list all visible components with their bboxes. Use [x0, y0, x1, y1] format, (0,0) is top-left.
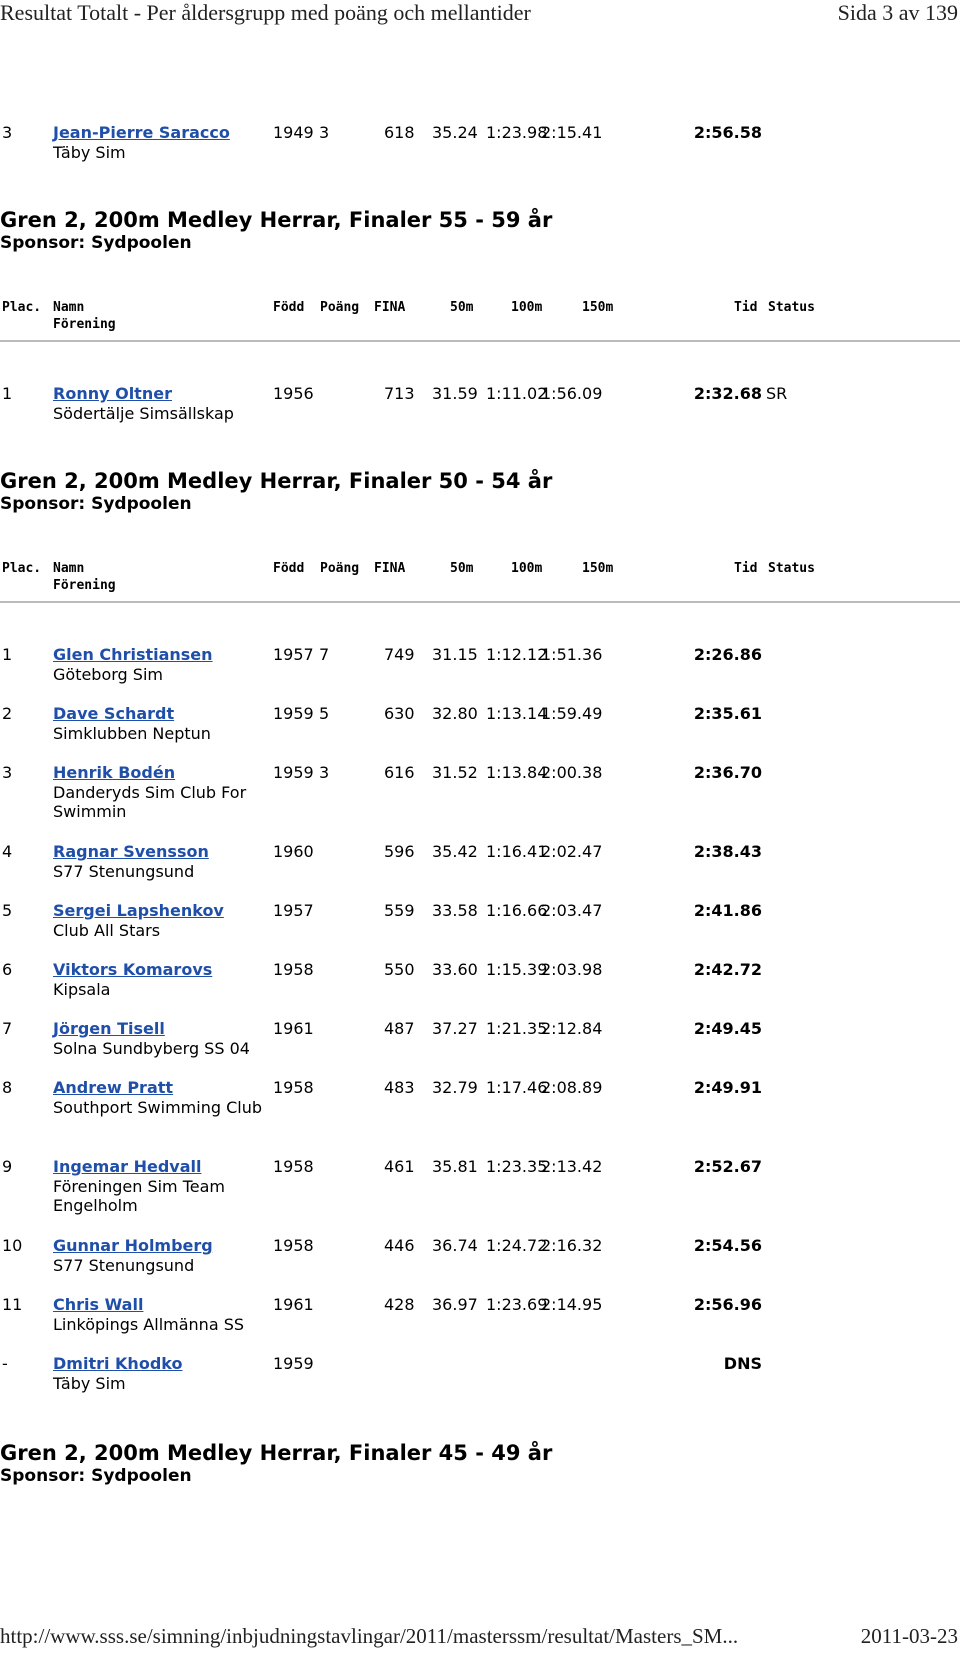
placement: 7	[2, 1019, 13, 1038]
club-name: Täby Sim	[53, 142, 126, 162]
swimmer-link[interactable]: Henrik Bodén	[53, 763, 176, 782]
fina-points: 461	[384, 1157, 415, 1176]
split-50m: 33.58	[432, 901, 478, 920]
page-header	[0, 0, 960, 28]
split-100m: 1:12.12	[486, 645, 548, 664]
club-name: Southport Swimming Club	[53, 1097, 262, 1117]
split-150m: 2:02.47	[541, 842, 603, 861]
swimmer-name	[53, 384, 172, 404]
split-150m: 2:15.41	[541, 123, 603, 142]
birth-year: 1961	[273, 1295, 314, 1314]
swimmer-link[interactable]: Ragnar Svensson	[53, 842, 209, 861]
split-100m: 1:13.14	[486, 704, 548, 723]
split-150m: 1:59.49	[541, 704, 603, 723]
birth-year: 1958	[273, 960, 314, 979]
column-header	[0, 561, 960, 601]
placement: 10	[2, 1236, 23, 1255]
birth-year: 1958	[273, 1157, 314, 1176]
swimmer-name	[53, 1019, 165, 1039]
col-status: Status	[768, 561, 815, 576]
split-50m: 31.52	[432, 763, 478, 782]
club-name: Simklubben Neptun	[53, 723, 211, 743]
split-50m: 36.74	[432, 1236, 478, 1255]
split-150m: 2:13.42	[541, 1157, 603, 1176]
swimmer-link[interactable]: Ronny Oltner	[53, 384, 172, 403]
swimmer-name	[53, 901, 224, 921]
fina-points: 618	[384, 123, 415, 142]
fina-points: 749	[384, 645, 415, 664]
birth-year: 1957	[273, 645, 314, 664]
event-title: Gren 2, 200m Medley Herrar, Finaler 50 - 54 år	[0, 469, 553, 493]
swimmer-link[interactable]: Gunnar Holmberg	[53, 1236, 213, 1255]
placement: 5	[2, 901, 13, 920]
split-50m: 37.27	[432, 1019, 478, 1038]
split-150m: 2:14.95	[541, 1295, 603, 1314]
col-namn: Namn	[53, 561, 85, 576]
split-100m: 1:21.35	[486, 1019, 548, 1038]
col-100m: 100m	[511, 561, 543, 576]
final-time: 2:52.67	[693, 1157, 762, 1176]
club-name: Linköpings Allmänna SS	[53, 1314, 245, 1334]
col-plac: Plac.	[2, 300, 42, 315]
col-150m: 150m	[582, 300, 614, 315]
column-header	[0, 300, 960, 340]
birth-year: 1956	[273, 384, 314, 403]
split-100m: 1:23.98	[486, 123, 548, 142]
split-100m: 1:15.39	[486, 960, 548, 979]
split-150m: 1:56.09	[541, 384, 603, 403]
col-tid: Tid	[734, 300, 758, 315]
col-forening: Förening	[53, 578, 116, 593]
split-50m: 35.42	[432, 842, 478, 861]
final-time: 2:54.56	[693, 1236, 762, 1255]
split-100m: 1:23.69	[486, 1295, 548, 1314]
fina-points: 550	[384, 960, 415, 979]
col-fina: FINA	[374, 561, 406, 576]
swimmer-name	[53, 1157, 201, 1177]
swimmer-name	[53, 1236, 213, 1256]
event-title: Gren 2, 200m Medley Herrar, Finaler 45 - 49 år	[0, 1441, 553, 1465]
fina-points: 559	[384, 901, 415, 920]
placement: 3	[2, 763, 13, 782]
split-100m: 1:13.84	[486, 763, 548, 782]
split-50m: 35.81	[432, 1157, 478, 1176]
col-forening: Förening	[53, 317, 116, 332]
birth-year: 1959	[273, 763, 314, 782]
placement: 9	[2, 1157, 13, 1176]
split-50m: 32.79	[432, 1078, 478, 1097]
club-name: Solna Sundbyberg SS 04	[53, 1038, 250, 1058]
fina-points: 596	[384, 842, 415, 861]
birth-year: 1959	[273, 704, 314, 723]
col-poang: Poäng	[320, 561, 360, 576]
event-sponsor: Sponsor: Sydpoolen	[0, 1466, 192, 1486]
col-fodd: Född	[273, 561, 305, 576]
fina-points: 630	[384, 704, 415, 723]
split-150m: 2:12.84	[541, 1019, 603, 1038]
split-50m: 33.60	[432, 960, 478, 979]
event-section-heading	[0, 1441, 960, 1487]
club-name: Club All Stars	[53, 920, 161, 940]
split-50m: 31.59	[432, 384, 478, 403]
swimmer-name	[53, 1354, 182, 1374]
swimmer-name	[53, 842, 209, 862]
split-150m: 2:03.47	[541, 901, 603, 920]
placement: 1	[2, 384, 13, 403]
birth-year: 1959	[273, 1354, 314, 1373]
fina-points: 487	[384, 1019, 415, 1038]
fina-points: 616	[384, 763, 415, 782]
points: 7	[319, 645, 330, 664]
birth-year: 1958	[273, 1236, 314, 1255]
header-divider	[0, 340, 960, 342]
fina-points: 483	[384, 1078, 415, 1097]
swimmer-link[interactable]: Andrew Pratt	[53, 1078, 174, 1097]
event-section-heading	[0, 469, 960, 515]
header-divider	[0, 601, 960, 603]
swimmer-link[interactable]: Ingemar Hedvall	[53, 1157, 202, 1176]
split-150m: 2:00.38	[541, 763, 603, 782]
col-poang: Poäng	[320, 300, 360, 315]
split-150m: 2:03.98	[541, 960, 603, 979]
split-100m: 1:24.72	[486, 1236, 548, 1255]
club-name: Täby Sim	[53, 1373, 126, 1393]
col-namn: Namn	[53, 300, 85, 315]
points: 3	[319, 123, 330, 142]
final-time: 2:49.45	[693, 1019, 762, 1038]
document-title: Resultat Totalt - Per åldersgrupp med poäng och mellantider	[0, 0, 531, 25]
col-fodd: Född	[273, 300, 305, 315]
result-status: SR	[766, 384, 788, 403]
points: 5	[319, 704, 330, 723]
swimmer-name	[53, 645, 213, 665]
points: 3	[319, 763, 330, 782]
split-150m: 2:16.32	[541, 1236, 603, 1255]
event-title: Gren 2, 200m Medley Herrar, Finaler 55 - 59 år	[0, 208, 553, 232]
swimmer-link[interactable]: Dmitri Khodko	[53, 1354, 183, 1373]
final-time: 2:36.70	[693, 763, 762, 782]
placement: 8	[2, 1078, 13, 1097]
swimmer-name	[53, 123, 230, 143]
split-150m: 1:51.36	[541, 645, 603, 664]
col-plac: Plac.	[2, 561, 42, 576]
birth-year: 1957	[273, 901, 314, 920]
swimmer-link[interactable]: Viktors Komarovs	[53, 960, 213, 979]
split-150m: 2:08.89	[541, 1078, 603, 1097]
birth-year: 1961	[273, 1019, 314, 1038]
final-time: 2:32.68	[693, 384, 762, 403]
swimmer-link[interactable]: Jörgen Tisell	[53, 1019, 165, 1038]
col-50m: 50m	[450, 561, 474, 576]
col-150m: 150m	[582, 561, 614, 576]
club-name: Kipsala	[53, 979, 111, 999]
final-time: 2:56.96	[693, 1295, 762, 1314]
source-url: http://www.sss.se/simning/inbjudningstavlingar/2011/masterssm/resultat/Masters_SM...	[0, 1624, 739, 1648]
placement: 1	[2, 645, 13, 664]
final-time: DNS	[723, 1354, 762, 1373]
col-50m: 50m	[450, 300, 474, 315]
event-section-heading	[0, 208, 960, 254]
placement: 6	[2, 960, 13, 979]
placement: 2	[2, 704, 13, 723]
club-name: Södertälje Simsällskap	[53, 403, 234, 423]
club-name: Göteborg Sim	[53, 664, 163, 684]
col-100m: 100m	[511, 300, 543, 315]
swimmer-link[interactable]: Glen Christiansen	[53, 645, 213, 664]
birth-year: 1958	[273, 1078, 314, 1097]
final-time: 2:35.61	[693, 704, 762, 723]
col-tid: Tid	[734, 561, 758, 576]
fina-points: 446	[384, 1236, 415, 1255]
birth-year: 1960	[273, 842, 314, 861]
page-number: Sida 3 av 139	[837, 0, 958, 25]
placement: 11	[2, 1295, 23, 1314]
birth-year: 1949	[273, 123, 314, 142]
swimmer-name	[53, 763, 175, 783]
club-name: S77 Stenungsund	[53, 861, 195, 881]
swimmer-link[interactable]: Dave Schardt	[53, 704, 175, 723]
placement: -	[2, 1354, 8, 1373]
final-time: 2:42.72	[693, 960, 762, 979]
fina-points: 713	[384, 384, 415, 403]
final-time: 2:56.58	[693, 123, 762, 142]
event-sponsor: Sponsor: Sydpoolen	[0, 494, 192, 514]
split-50m: 31.15	[432, 645, 478, 664]
split-100m: 1:17.46	[486, 1078, 548, 1097]
club-name: Danderyds Sim Club For Swimmin	[53, 782, 247, 821]
swimmer-name	[53, 960, 212, 980]
swimmer-name	[53, 704, 174, 724]
split-100m: 1:23.35	[486, 1157, 548, 1176]
swimmer-name	[53, 1295, 143, 1315]
split-50m: 35.24	[432, 123, 478, 142]
final-time: 2:49.91	[693, 1078, 762, 1097]
final-time: 2:38.43	[693, 842, 762, 861]
split-50m: 36.97	[432, 1295, 478, 1314]
placement: 4	[2, 842, 13, 861]
event-sponsor: Sponsor: Sydpoolen	[0, 233, 192, 253]
split-100m: 1:16.66	[486, 901, 548, 920]
swimmer-name	[53, 1078, 173, 1098]
club-name: Föreningen Sim Team Engelholm	[53, 1176, 226, 1215]
fina-points: 428	[384, 1295, 415, 1314]
split-50m: 32.80	[432, 704, 478, 723]
split-100m: 1:11.02	[486, 384, 548, 403]
final-time: 2:26.86	[693, 645, 762, 664]
swimmer-link[interactable]: Sergei Lapshenkov	[53, 901, 224, 920]
print-date: 2011-03-23	[860, 1624, 958, 1648]
swimmer-link[interactable]: Chris Wall	[53, 1295, 144, 1314]
final-time: 2:41.86	[693, 901, 762, 920]
col-status: Status	[768, 300, 815, 315]
club-name: S77 Stenungsund	[53, 1255, 195, 1275]
swimmer-link[interactable]: Jean-Pierre Saracco	[53, 123, 230, 142]
split-100m: 1:16.41	[486, 842, 548, 861]
col-fina: FINA	[374, 300, 406, 315]
placement: 3	[2, 123, 13, 142]
